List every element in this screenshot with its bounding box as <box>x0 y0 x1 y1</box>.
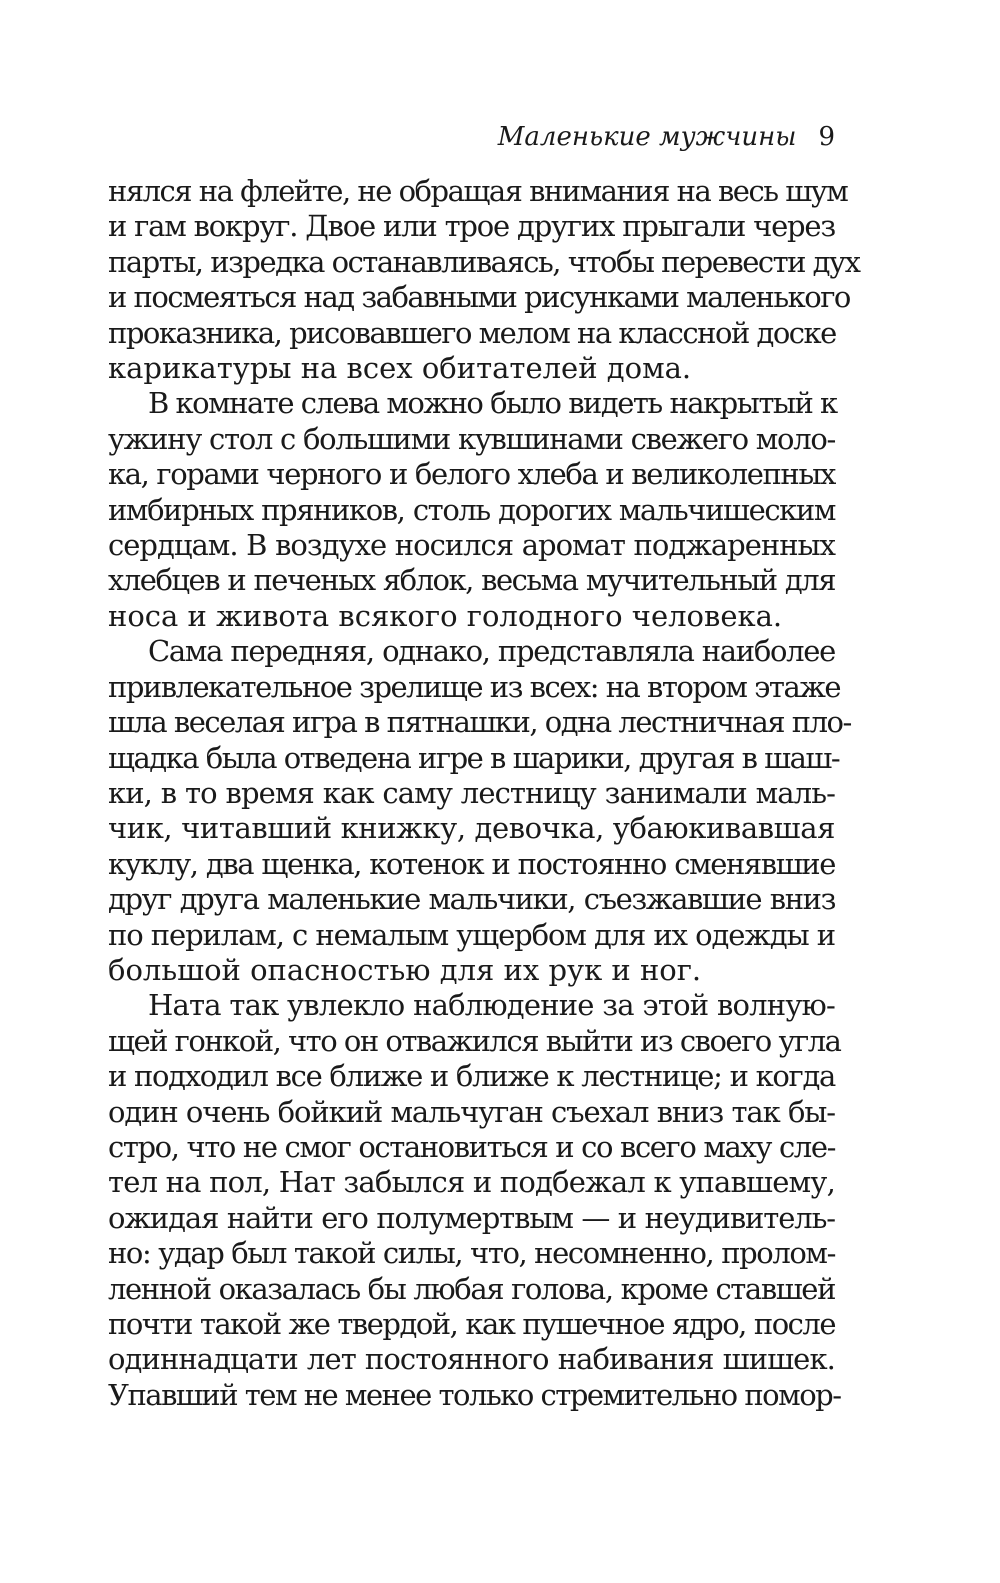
text-line: куклу, два щенка, котенок и постоянно сменявшие <box>108 846 835 881</box>
text-line: В комнате слева можно было видеть накрытый к <box>148 386 837 421</box>
text-line: щадка была отведена игре в шарики, другая в шаш- <box>108 740 840 775</box>
paragraph <box>108 634 851 988</box>
text-line: чик, читавший книжку, девочка, убаюкивавшая <box>108 811 835 846</box>
text-line: Сама передняя, однако, представляла наиболее <box>148 634 835 669</box>
paragraph <box>108 988 841 1413</box>
body-text <box>108 174 860 1413</box>
running-title: Маленькие мужчины <box>497 122 797 152</box>
text-line: имбирных пряников, столь дорогих мальчишеским <box>108 492 835 527</box>
text-line: Ната так увлекло наблюдение за этой волную- <box>148 988 835 1023</box>
text-line: парты, изредка останавливаясь, чтобы перевести дух <box>108 244 860 279</box>
text-line: почти такой же твердой, как пушечное ядро, после <box>108 1307 835 1341</box>
text-line: хлебцев и печеных яблок, весьма мучительный для <box>108 563 835 598</box>
text-line: один очень бойкий мальчуган съехал вниз так бы- <box>108 1094 835 1129</box>
text-line: но: удар был такой силы, что, несомненно, пролом- <box>108 1236 835 1271</box>
text-line: нялся на флейте, не обращая внимания на весь шум <box>108 174 848 208</box>
text-line: ленной оказалась бы любая голова, кроме ставшей <box>108 1271 835 1306</box>
text-line: носа и живота всякого голодного человека. <box>108 598 783 633</box>
text-line: и гам вокруг. Двое или трое других прыгали через <box>108 209 835 244</box>
text-line: проказника, рисовавшего мелом на классной доске <box>108 315 836 350</box>
text-line: ожидая найти его полумертвым — и неудивитель- <box>108 1200 835 1235</box>
text-line: друг друга маленькие мальчики, съезжавшие вниз <box>108 882 835 917</box>
text-line: карикатуры на всех обитателей дома. <box>108 351 692 386</box>
text-line: стро, что не смог остановиться и со всего маху сле- <box>108 1129 835 1164</box>
text-line: привлекательное зрелище из всех: на втором этаже <box>108 669 841 704</box>
text-line: и подходил все ближе и ближе к лестнице; и когда <box>108 1059 835 1094</box>
text-line: тел на пол, Нат забылся и подбежал к упавшему, <box>108 1165 835 1200</box>
running-header <box>108 122 835 168</box>
text-line: Упавший тем не менее только стремительно помор- <box>108 1377 841 1412</box>
text-line: ка, горами черного и белого хлеба и великолепных <box>108 457 835 492</box>
text-line: по перилам, с немалым ущербом для их одежды и <box>108 917 835 952</box>
text-line: ки, в то время как саму лестницу занимали маль- <box>108 775 835 810</box>
text-line: одиннадцати лет постоянного набивания шишек. <box>108 1342 835 1377</box>
text-line: большой опасностью для их рук и ног. <box>108 952 702 987</box>
text-line: и посмеяться над забавными рисунками маленького <box>108 280 850 315</box>
paragraph <box>108 174 860 386</box>
page-number: 9 <box>818 122 835 152</box>
text-line: ужину стол с большими кувшинами свежего моло- <box>108 421 835 456</box>
text-line: шла веселая игра в пятнашки, одна лестничная пло- <box>108 705 851 740</box>
paragraph <box>108 386 835 634</box>
text-line: сердцам. В воздухе носился аромат поджаренных <box>108 528 835 563</box>
text-line: щей гонкой, что он отважился выйти из своего угла <box>108 1023 841 1058</box>
book-page <box>108 122 860 1413</box>
